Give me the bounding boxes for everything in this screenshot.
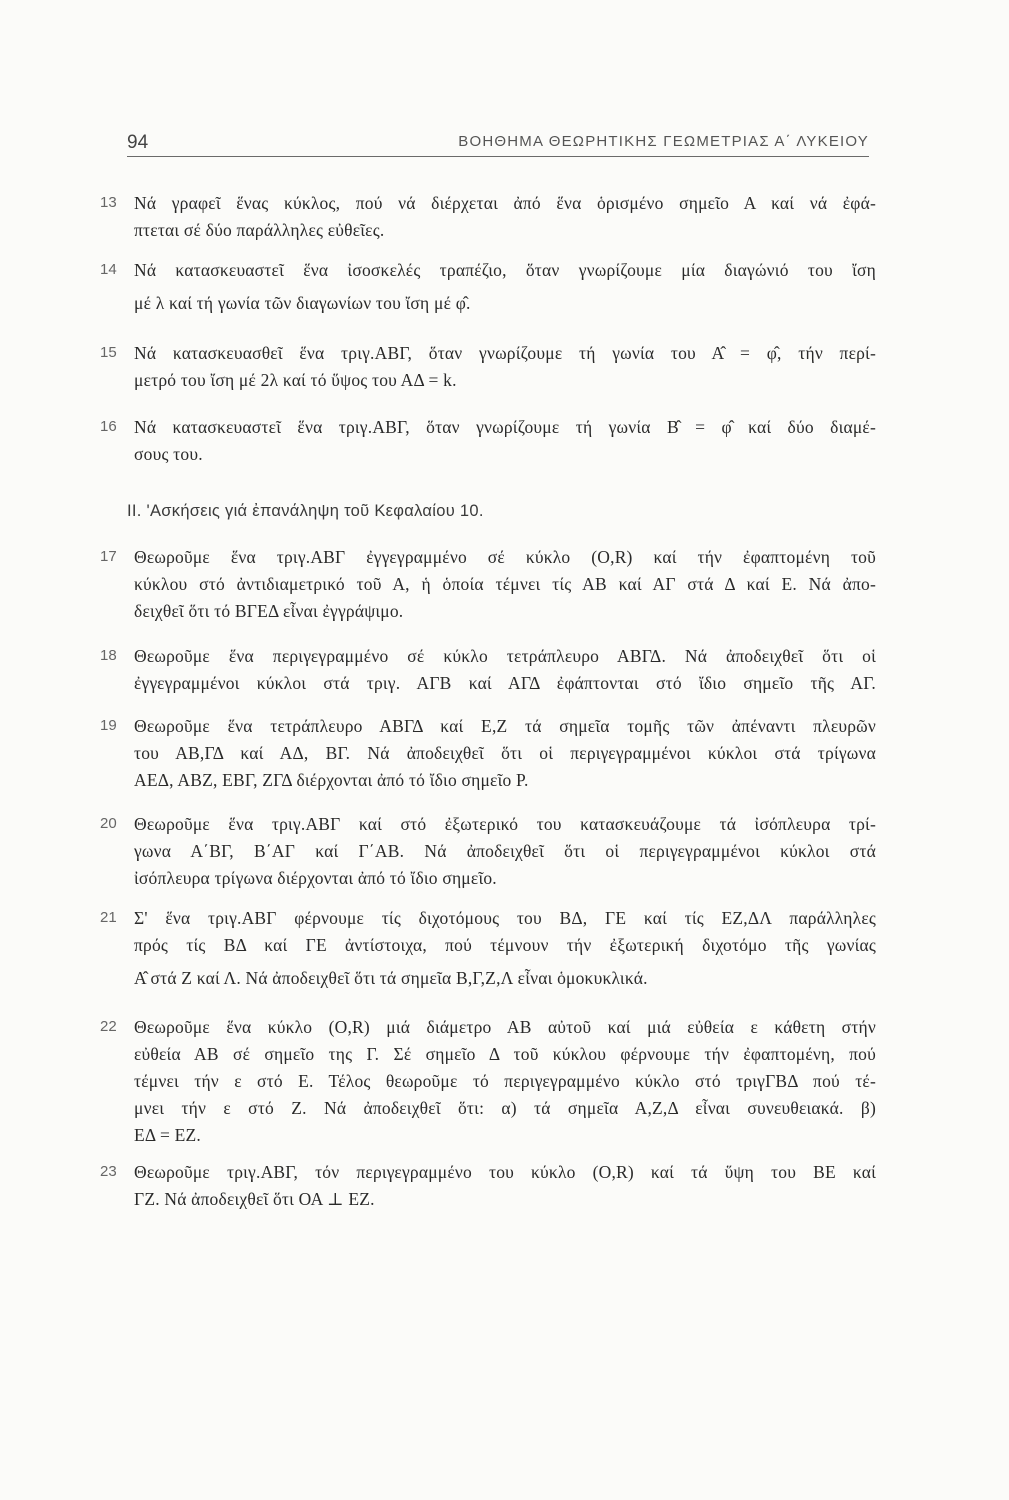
- exercise-text: Θεωροῦμε ἕνα τριγ.ΑΒΓ καί στό ἐξωτερικό του κατασκευάζουμε τά ἰσόπλευρα τρί- γωνα Α΄ΒΓ, Β΄ΑΓ καί Γ΄ΑΒ. Νά ἀποδειχθεῖ ὅτι οἱ περιγεγραμμένοι κύκλοι στά ἰσόπλευρα τρίγωνα διέρχονται ἀπό τό ἴδιο σημεῖο.: [134, 814, 876, 888]
- exercise-number: 17: [100, 548, 117, 565]
- exercise-text: Νά κατασκευαστεῖ ἕνα τριγ.ΑΒΓ, ὅταν γνωρίζουμε τή γωνία Β̂ = φ̂ καί δύο διαμέ- σους του.: [134, 417, 876, 464]
- exercise-number: 13: [100, 194, 117, 211]
- exercise-number: 20: [100, 815, 117, 832]
- exercise-text: Θεωροῦμε ἕνα τετράπλευρο ΑΒΓΔ καί Ε,Ζ τά σημεῖα τομῆς τῶν ἀπέναντι πλευρῶν του ΑΒ,ΓΔ καί ΑΔ, ΒΓ. Νά ἀποδειχθεῖ ὅτι οἱ περιγεγραμμένοι κύκλοι στά τρίγωνα ΑΕΔ, ΑΒΖ, ΕΒΓ, ΖΓΔ διέρχονται ἀπό τό ἴδιο σημεῖο Ρ.: [134, 716, 876, 790]
- exercise-text: Θεωροῦμε ἕνα τριγ.ΑΒΓ ἐγγεγραμμένο σέ κύκλο (Ο,R) καί τήν ἐφαπτομένη τοῦ κύκλου στό ἀντιδιαμετρικό τοῦ Α, ἡ ὁποία τέμνει τίς ΑΒ καί ΑΓ στά Δ καί Ε. Νά ἀπο- δειχθεῖ ὅτι τό ΒΓΕΔ εἶναι ἐγγράψιμο.: [134, 547, 876, 621]
- exercise-number: 14: [100, 261, 117, 278]
- running-title: ΒΟΗΘΗΜΑ ΘΕΩΡΗΤΙΚΗΣ ΓΕΩΜΕΤΡΙΑΣ Α΄ ΛΥΚΕΙΟΥ: [458, 133, 869, 150]
- exercise-text: Νά γραφεῖ ἕνας κύκλος, πού νά διέρχεται ἀπό ἕνα ὁρισμένο σημεῖο Α καί νά ἐφά- πτεται σέ δύο παράλληλες εὐθεῖες.: [134, 193, 876, 240]
- exercise-number: 23: [100, 1163, 117, 1180]
- exercise-text: Νά κατασκευαστεῖ ἕνα ἰσοσκελές τραπέζιο, ὅταν γνωρίζουμε μία διαγώνιό του ἴση μέ λ καί τή γωνία τῶν διαγωνίων του ἴση μέ φ̂.: [134, 260, 876, 313]
- exercise-number: 19: [100, 717, 117, 734]
- page-header: [127, 128, 869, 157]
- exercise-number: 15: [100, 344, 117, 361]
- exercise-text: Νά κατασκευασθεῖ ἕνα τριγ.ΑΒΓ, ὅταν γνωρίζουμε τή γωνία του Α̂ = φ̂, τήν περί- μετρό του ἴση μέ 2λ καί τό ὕψος του ΑΔ = k.: [134, 343, 876, 390]
- exercise-number: 18: [100, 647, 117, 664]
- exercise-number: 21: [100, 909, 117, 926]
- page-number: 94: [127, 132, 149, 153]
- exercise-number: 16: [100, 418, 117, 435]
- exercise-text: Σ' ἕνα τριγ.ΑΒΓ φέρνουμε τίς διχοτόμους του ΒΔ, ΓΕ καί τίς ΕΖ,ΔΛ παράλληλες πρός τίς ΒΔ καί ΓΕ ἀντίστοιχα, πού τέμνουν τήν ἐξωτερική διχοτόμο τῆς γωνίας Α̂ στά Ζ καί Λ. Νά ἀποδειχθεῖ ὅτι τά σημεῖα Β,Γ,Ζ,Λ εἶναι ὁμοκυκλικά.: [134, 908, 876, 988]
- exercise-text: Θεωροῦμε τριγ.ΑΒΓ, τόν περιγεγραμμένο του κύκλο (Ο,R) καί τά ὕψη του ΒΕ καί ΓΖ. Νά ἀποδειχθεῖ ὅτι ΟΑ ⊥ ΕΖ.: [134, 1162, 876, 1209]
- exercise-text: Θεωροῦμε ἕνα κύκλο (Ο,R) μιά διάμετρο ΑΒ αὐτοῦ καί μιά εὐθεία ε κάθετη στήν εὐθεία ΑΒ σέ σημεῖο της Γ. Σέ σημεῖο Δ τοῦ κύκλου φέρνουμε τήν ἐφαπτομένη, πού τέμνει τήν ε στό Ε. Τέλος θεωροῦμε τό περιγεγραμμένο κύκλο στό τριγΓΒΔ πού τέ- μνει τήν ε στό Ζ. Νά ἀποδειχθεῖ ὅτι: α) τά σημεῖα Α,Ζ,Δ εἶναι συνευθειακά. β) ΕΔ = ΕΖ.: [134, 1017, 876, 1145]
- exercise-text: Θεωροῦμε ἕνα περιγεγραμμένο σέ κύκλο τετράπλευρο ΑΒΓΔ. Νά ἀποδειχθεῖ ὅτι οἱ ἐγγεγραμμένοι κύκλοι στά τριγ. ΑΓΒ καί ΑΓΔ ἐφάπτονται στό ἴδιο σημεῖο τῆς ΑΓ.: [134, 646, 876, 693]
- exercise-number: 22: [100, 1018, 117, 1035]
- section-heading: ΙΙ. 'Ασκήσεις γιά ἐπανάληψη τοῦ Κεφαλαίου 10.: [127, 502, 484, 520]
